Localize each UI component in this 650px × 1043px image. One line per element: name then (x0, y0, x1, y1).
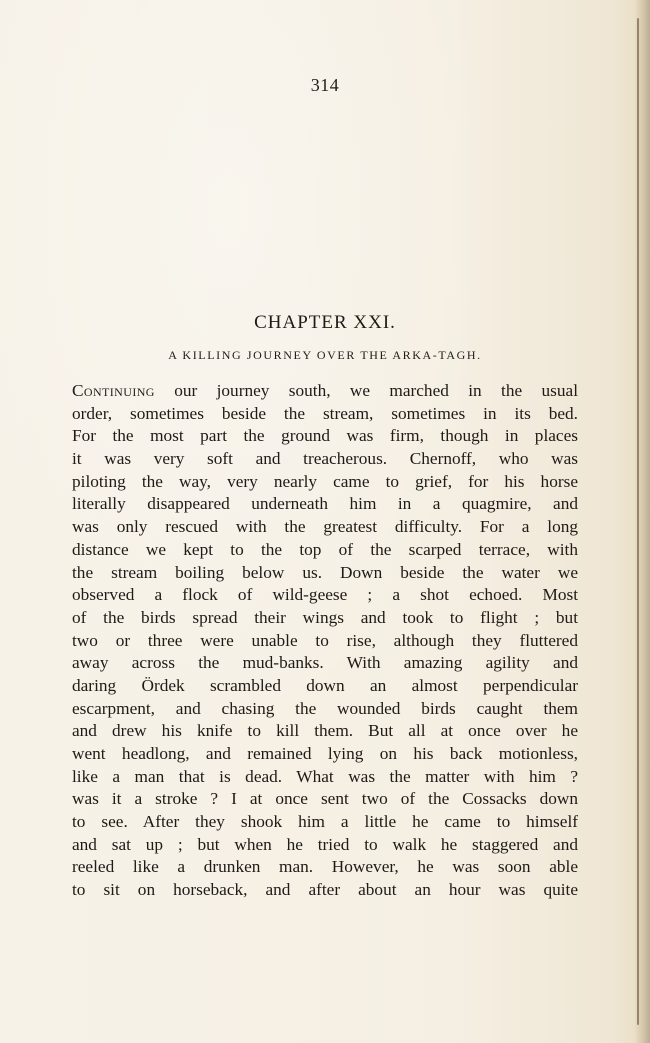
page-number: 314 (310, 75, 340, 95)
body-line: two or three were unable to rise, although they fluttered (72, 630, 578, 650)
body-line: away across the mud-banks. With amazing agility and (72, 653, 578, 673)
body-line: For the most part the ground was firm, though in places (72, 426, 578, 446)
body-line: piloting the way, very nearly came to grief, for his horse (72, 471, 578, 491)
body-line: order, sometimes beside the stream, sometimes in its bed. (72, 403, 578, 423)
body-line: escarpment, and chasing the wounded birds caught them (72, 698, 578, 718)
body-line: and sat up ; but when he tried to walk he staggered and (72, 834, 578, 854)
body-line: went headlong, and remained lying on his back motionless, (72, 744, 578, 763)
body-line: like a man that is dead. What was the matter with him ? (72, 766, 578, 786)
body-line: was it a stroke ? I at once sent two of the Cossacks down (72, 789, 578, 809)
body-line: to see. After they shook him a little he came to himself (72, 812, 578, 832)
chapter-title: CHAPTER XXI. (254, 312, 396, 333)
body-line: literally disappeared underneath him in a quagmire, and (72, 494, 578, 514)
opening-word: Continuing (72, 381, 155, 400)
body-line: of the birds spread their wings and took to flight ; but (72, 607, 578, 627)
body-line: daring Ördek scrambled down an almost perpendicular (72, 675, 578, 695)
body-line-text: our journey south, we marched in the usual (154, 381, 578, 400)
body-line: to sit on horseback, and after about an hour was quite (72, 880, 578, 900)
page-fold-line (637, 18, 639, 1025)
body-line: it was very soft and treacherous. Chernoff, who was (72, 449, 578, 469)
chapter-body-text (72, 380, 578, 902)
body-line: reeled like a drunken man. However, he was soon able (72, 857, 578, 877)
body-line (72, 380, 578, 403)
body-line: observed a flock of wild-geese ; a shot echoed. Most (72, 585, 578, 605)
body-line: and drew his knife to kill them. But all at once over he (72, 721, 578, 741)
body-line: the stream boiling below us. Down beside the water we (72, 562, 578, 582)
body-line: distance we kept to the top of the scarped terrace, with (72, 539, 578, 559)
chapter-subtitle: A KILLING JOURNEY OVER THE ARKA-TAGH. (168, 348, 482, 362)
body-line: was only rescued with the greatest difficulty. For a long (72, 517, 578, 537)
